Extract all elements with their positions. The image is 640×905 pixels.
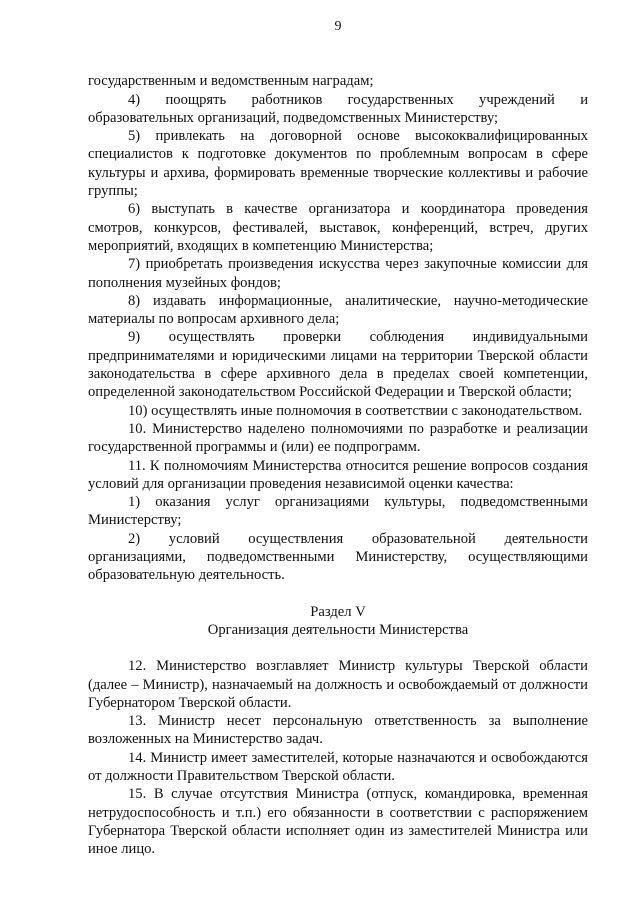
paragraph-clause-12: 12. Министерство возглавляет Министр культуры Тверской области (далее – Министр), назначаемый на должность и освобождаемый от должности Губернатором Тверской области.	[88, 658, 588, 711]
spacer	[88, 585, 588, 603]
paragraph-item-5: 5) привлекать на договорной основе высококвалифицированных специалистов к подготовке документов по проблемным вопросам в сфере культуры и архива, формировать временные творческие коллективы и рабочие группы;	[88, 128, 588, 200]
section-number: Раздел V	[310, 603, 366, 620]
paragraph-clause-15: 15. В случае отсутствия Министра (отпуск, командировка, временная нетрудоспособность и т.п.) его обязанности в соответствии с распоряжением Губернатора Тверской области исполняет один из заместителей Министра или иное лицо.	[88, 786, 588, 858]
paragraph-continuation: государственным и ведомственным наградам;	[88, 73, 374, 90]
document-page	[88, 12, 588, 858]
paragraph-item-9: 9) осуществлять проверки соблюдения индивидуальными предпринимателями и юридическими лицами на территории Тверской области законодательства в сфере архивного дела в пределах своей компетенции, определенной законодательством Российской Федерации и Тверской области;	[88, 329, 588, 401]
spacer	[88, 639, 588, 657]
paragraph-item-6: 6) выступать в качестве организатора и координатора проведения смотров, конкурсов, фестивалей, выставок, конференций, встреч, других мероприятий, входящих в компетенцию Министерства;	[88, 201, 588, 254]
paragraph-item-7: 7) приобретать произведения искусства через закупочные комиссии для пополнения музейных фондов;	[88, 256, 588, 291]
page-number: 9	[334, 19, 342, 34]
section-title: Организация деятельности Министерства	[207, 621, 469, 638]
paragraph-clause-14: 14. Министр имеет заместителей, которые назначаются и освобождаются от должности Правительством Тверской области.	[88, 749, 588, 784]
paragraph-clause-11-item-1: 1) оказания услуг организациями культуры, подведомственными Министерству;	[88, 494, 588, 529]
paragraph-item-8: 8) издавать информационные, аналитические, научно-методические материалы по вопросам архивного дела;	[88, 292, 588, 328]
paragraph-clause-11-item-2: 2) условий осуществления образовательной деятельности организациями, подведомственными Министерству, осуществляющими образовательную деятельность.	[88, 530, 588, 584]
paragraph-item-10: 10) осуществлять иные полномочия в соответствии с законодательством.	[128, 402, 583, 419]
paragraph-clause-13: 13. Министр несет персональную ответственность за выполнение возложенных на Министерство задач.	[88, 713, 588, 748]
paragraph-item-4: 4) поощрять работников государственных учреждений и образовательных организаций, подведомственных Министерству;	[88, 91, 588, 126]
paragraph-clause-11: 11. К полномочиям Министерства относится решение вопросов создания условий для организации проведения независимой оценки качества:	[88, 457, 588, 492]
paragraph-clause-10: 10. Министерство наделено полномочиями по разработке и реализации государственной программы и (или) ее подпрограмм.	[88, 420, 588, 456]
